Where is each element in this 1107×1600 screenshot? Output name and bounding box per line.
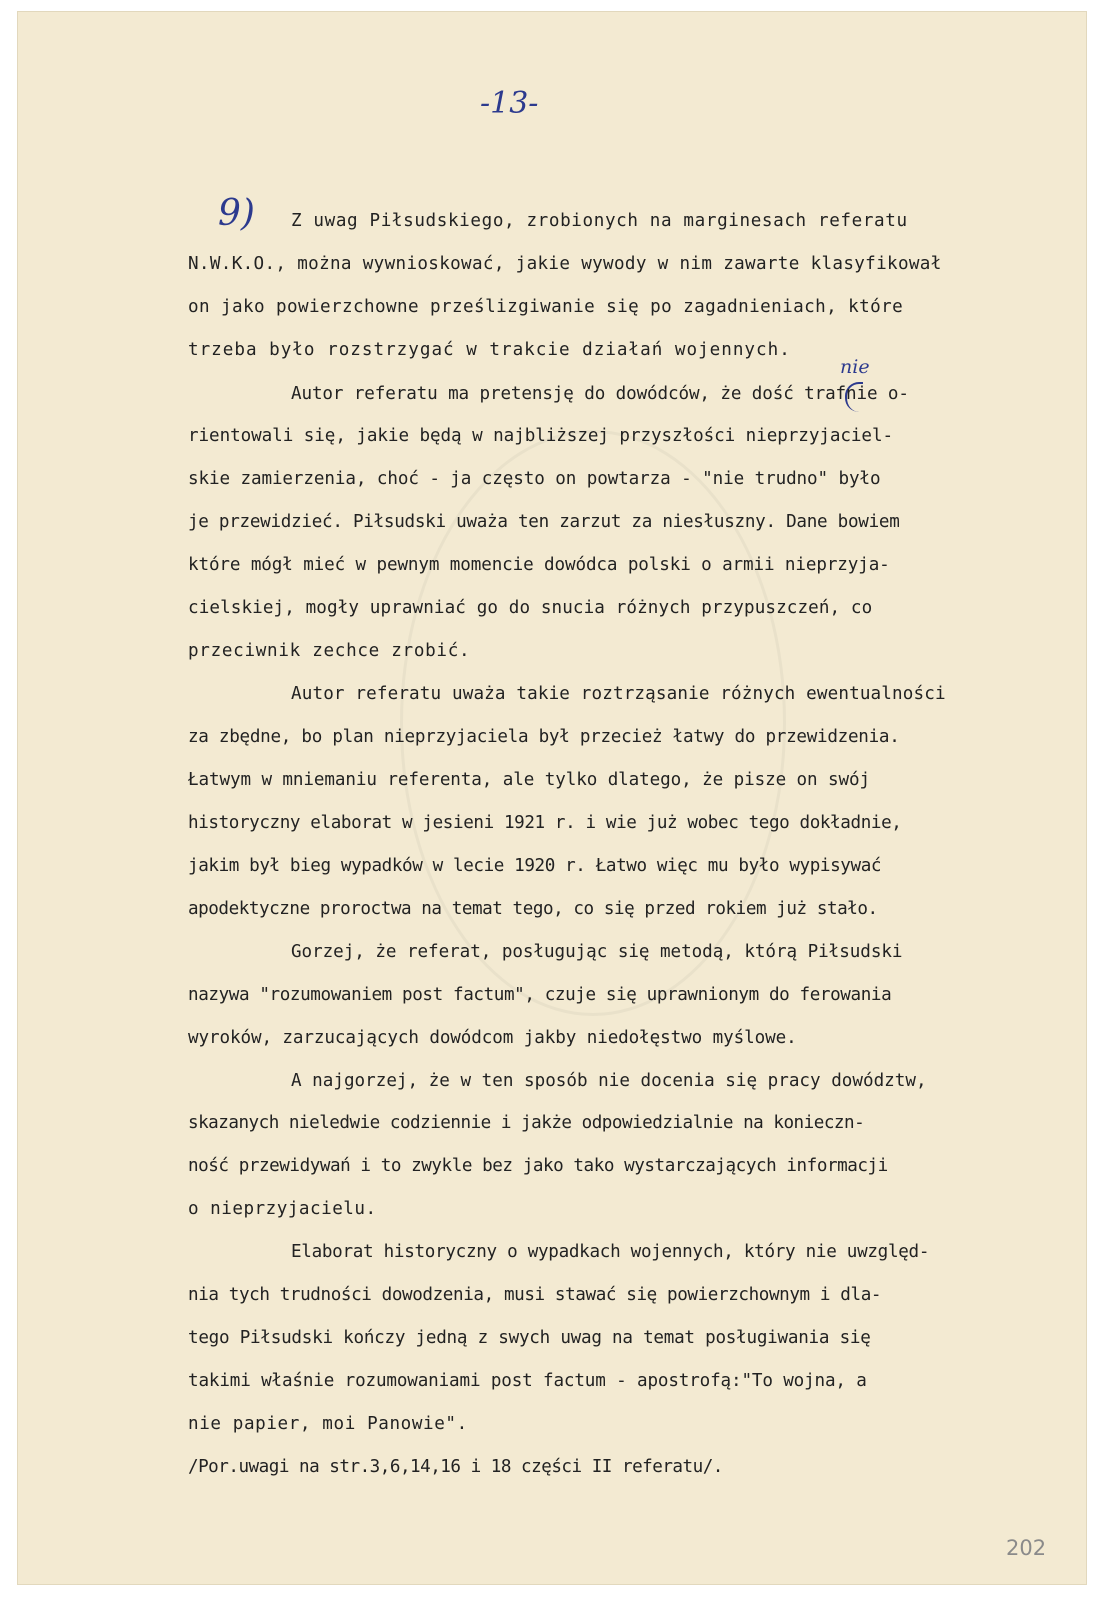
text-line-29: nie papier, moi Panowie".	[188, 1414, 468, 1434]
text-line-12: Autor referatu uważa takie roztrząsanie różnych ewentualności	[291, 684, 946, 704]
cross-reference-line: /Por.uwagi na str.3,6,14,16 i 18 części II referatu/.	[188, 1457, 723, 1477]
text-line-26: nia tych trudności dowodzenia, musi stawać się powierzchownym i dla-	[188, 1285, 882, 1305]
paragraph-number-annotation: 9)	[218, 193, 255, 234]
text-line-25: Elaborat historyczny o wypadkach wojennych, który nie uwzględ-	[291, 1242, 930, 1262]
page-number: -13-	[480, 86, 539, 121]
text-line-2: N.W.K.O., można wywnioskować, jakie wywody w nim zawarte klasyfikował	[188, 254, 942, 274]
archive-number: 202	[1006, 1536, 1047, 1560]
text-line-9: które mógł mieć w pewnym momencie dowódca polski o armii nieprzyja-	[188, 555, 890, 575]
text-line-6: rientowali się, jakie będą w najbliższej przyszłości nieprzyjaciel-	[188, 426, 893, 446]
text-line-23: ność przewidywań i to zwykle bez jako tako wystarczających informacji	[188, 1156, 888, 1176]
text-line-13: za zbędne, bo plan nieprzyjaciela był przecież łatwy do przewidzenia.	[188, 727, 900, 747]
text-line-24: o nieprzyjacielu.	[188, 1199, 377, 1219]
text-line-21: A najgorzej, że w ten sposób nie docenia się pracy dowództw,	[291, 1071, 927, 1091]
text-line-11: przeciwnik zechce zrobić.	[188, 641, 471, 661]
text-line-3: on jako powierzchowne prześlizgiwanie się po zagadnieniach, które	[188, 297, 904, 317]
handwritten-insertion: nie	[840, 356, 870, 378]
text-line-7: skie zamierzenia, choć - ja często on powtarza - "nie trudno" było	[188, 469, 881, 489]
text-line-5: Autor referatu ma pretensję do dowódców, że dość trafnie o-	[291, 384, 909, 404]
text-line-8: je przewidzieć. Piłsudski uważa ten zarzut za niesłuszny. Dane bowiem	[188, 512, 900, 532]
text-line-14: Łatwym w mniemaniu referenta, ale tylko dlatego, że pisze on swój	[188, 770, 871, 790]
text-line-1: Z uwag Piłsudskiego, zrobionych na marginesach referatu	[291, 211, 908, 231]
text-line-19: nazywa "rozumowaniem post factum", czuje się uprawnionym do ferowania	[188, 985, 892, 1005]
text-line-20: wyroków, zarzucających dowódcom jakby niedołęstwo myślowe.	[188, 1028, 797, 1048]
text-line-28: takimi właśnie rozumowaniami post factum - apostrofą:"To wojna, a	[188, 1371, 867, 1391]
text-line-16: jakim był bieg wypadków w lecie 1920 r. Łatwo więc mu było wypisywać	[188, 856, 882, 876]
text-line-15: historyczny elaborat w jesieni 1921 r. i wie już wobec tego dokładnie,	[188, 813, 902, 833]
text-line-18: Gorzej, że referat, posługując się metodą, którą Piłsudski	[291, 942, 903, 962]
text-line-4: trzeba było rozstrzygać w trakcie działań wojennych.	[188, 340, 791, 360]
text-line-17: apodektyczne proroctwa na temat tego, co się przed rokiem już stało.	[188, 899, 878, 919]
text-line-27: tego Piłsudski kończy jedną z swych uwag na temat posługiwania się	[188, 1328, 871, 1348]
text-line-10: cielskiej, mogły uprawniać go do snucia różnych przypuszczeń, co	[188, 598, 873, 618]
text-line-22: skazanych nieledwie codziennie i jakże odpowiedzialnie na konieczn-	[188, 1113, 865, 1133]
